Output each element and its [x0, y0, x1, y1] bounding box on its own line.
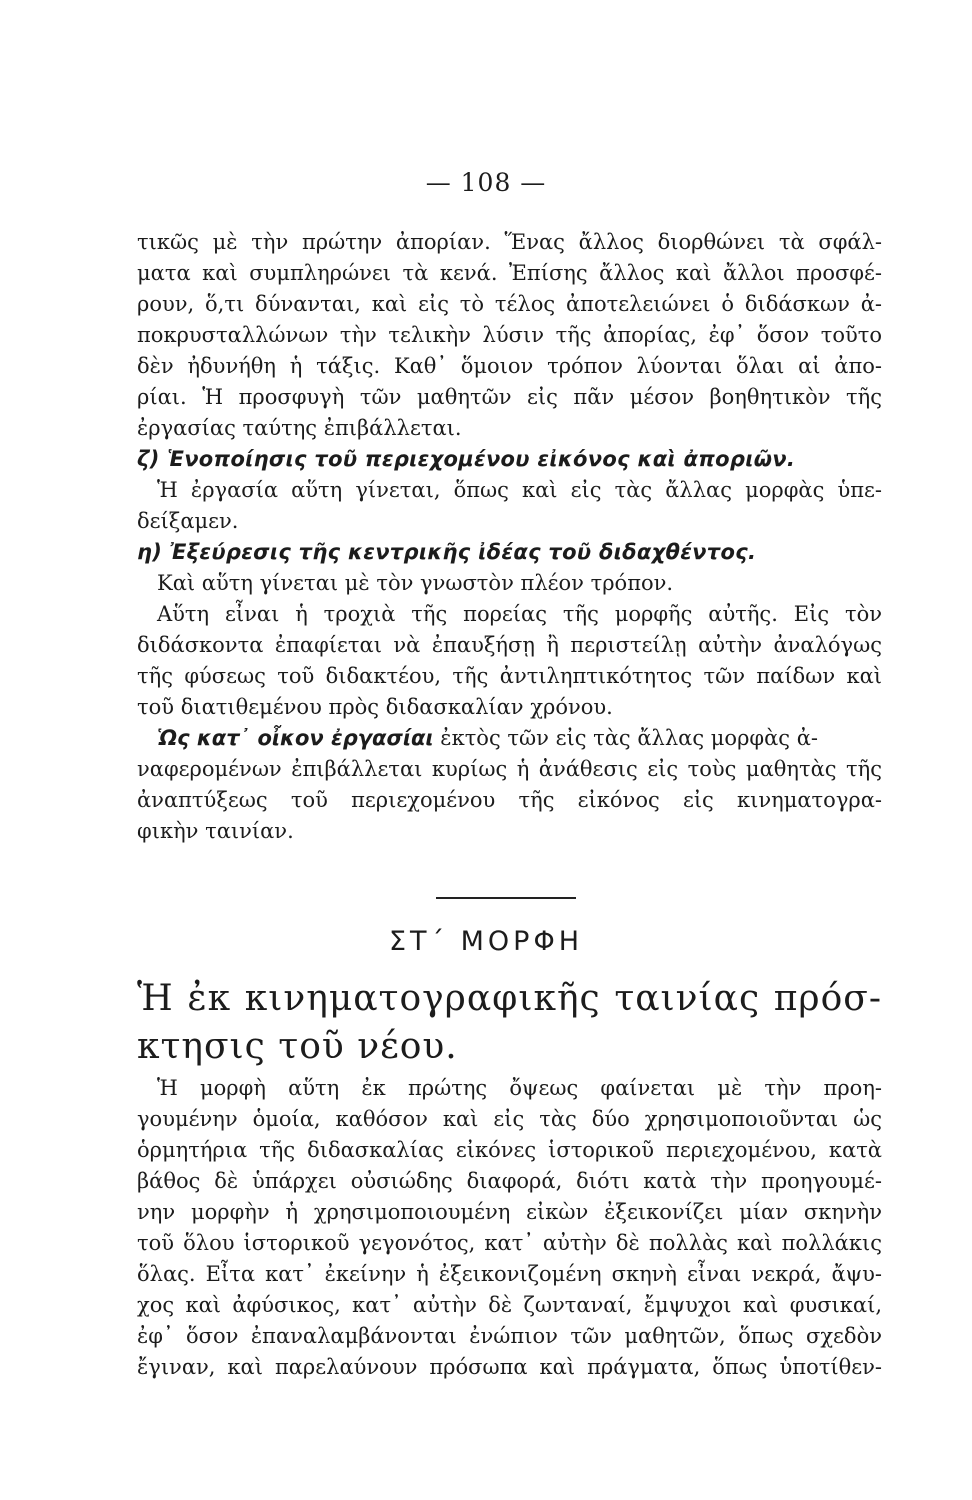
text-line: Αὕτη εἶναι ἡ τροχιὰ τῆς πορείας τῆς μορφῆς αὐτῆς. Εἰς τὸν: [157, 602, 882, 626]
text-line: ὅλας. Εἶτα κατ᾽ ἐκείνην ἡ ἐξεικονιζομένη σκηνὴ εἶναι νεκρά, ἄψυ-: [137, 1262, 882, 1286]
text-line: διδάσκοντα ἐπαφίεται νὰ ἐπαυξήσῃ ἢ περιστείλῃ αὐτὴν ἀναλόγως: [137, 633, 882, 657]
section-label: ΣΤ΄ ΜΟΡΦΗ: [388, 926, 584, 957]
text-line: φικὴν ταινίαν.: [137, 819, 294, 843]
section-divider: [436, 897, 576, 899]
text-line: νην μορφὴν ἡ χρησιμοποιουμένη εἰκὼν ἐξεικονίζει μίαν σκηνὴν: [137, 1200, 882, 1224]
text-line: ματα καὶ συμπληρώνει τὰ κενά. Ἐπίσης ἄλλος καὶ ἄλλοι προσφέ-: [137, 261, 882, 285]
text-line: δείξαμεν.: [137, 509, 239, 533]
text-line: τῆς φύσεως τοῦ διδακτέου, τῆς ἀντιληπτικότητος τῶν παίδων καὶ: [137, 664, 882, 688]
subheading-zeta: ζ) Ἑνοποίησις τοῦ περιεχομένου εἰκόνος καὶ ἀποριῶν.: [137, 447, 796, 471]
text-line: γουμένην ὁμοία, καθόσον καὶ εἰς τὰς δύο χρησιμοποιοῦνται ὡς: [137, 1107, 882, 1131]
text-line: ναφερομένων ἐπιβάλλεται κυρίως ἡ ἀνάθεσις εἰς τοὺς μαθητὰς τῆς: [137, 757, 882, 781]
text-fragment: ἐκτὸς τῶν εἰς τὰς ἄλλας μορφὰς ἀ-: [433, 726, 819, 750]
bottom-text-block: [137, 1073, 882, 1383]
text-line: χος καὶ ἀφύσικος, κατ᾽ αὐτὴν δὲ ζωνταναί, ἔμψυχοι καὶ φυσικαί,: [137, 1293, 882, 1317]
chapter-title-line: Ἡ ἐκ κινηματογραφικῆς ταινίας πρόσ-: [137, 978, 882, 1019]
text-line: ρουν, ὅ,τι δύνανται, καὶ εἰς τὸ τέλος ἀποτελειώνει ὁ διδάσκων ἀ-: [137, 292, 882, 316]
chapter-title-line: κτησις τοῦ νέου.: [137, 1026, 458, 1067]
text-line: δὲν ἠδυνήθη ἡ τάξις. Καθ᾽ ὅμοιον τρόπον λύονται ὅλαι αἱ ἀπο-: [137, 354, 882, 378]
text-line: ρίαι. Ἡ προσφυγὴ τῶν μαθητῶν εἰς πᾶν μέσον βοηθητικὸν τῆς: [137, 385, 882, 409]
text-line: ὁρμητήρια τῆς διδασκαλίας εἰκόνες ἱστορικοῦ περιεχομένου, κατὰ: [137, 1138, 882, 1162]
page-number: — 108 —: [425, 168, 547, 197]
text-line: Ἡ μορφὴ αὕτη ἐκ πρώτης ὄψεως φαίνεται μὲ τὴν προη-: [157, 1076, 882, 1100]
text-line: βάθος δὲ ὑπάρχει οὐσιώδης διαφορά, διότι κατὰ τὴν προηγουμέ-: [137, 1169, 882, 1193]
chapter-title: [137, 975, 882, 1071]
text-line: Ἡ ἐργασία αὕτη γίνεται, ὅπως καὶ εἰς τὰς ἄλλας μορφὰς ὑπε-: [157, 478, 882, 502]
text-line: τοῦ διατιθεμένου πρὸς διδασκαλίαν χρόνου.: [137, 695, 613, 719]
text-line: ἐργασίας ταύτης ἐπιβάλλεται.: [137, 416, 462, 440]
text-line: ἔγιναν, καὶ παρελαύνουν πρόσωπα καὶ πράγματα, ὅπως ὑποτίθεν-: [137, 1355, 882, 1379]
text-line: τικῶς μὲ τὴν πρώτην ἀπορίαν. Ἕνας ἄλλος διορθώνει τὰ σφάλ-: [137, 230, 882, 254]
text-line: ποκρυσταλλώνων τὴν τελικὴν λύσιν τῆς ἀπορίας, ἐφ᾽ ὅσον τοῦτο: [137, 323, 882, 347]
text-line: ἐφ᾽ ὅσον ἐπαναλαμβάνονται ἐνώπιον τῶν μαθητῶν, ὅπως σχεδὸν: [137, 1324, 882, 1348]
top-text-block: [137, 227, 882, 847]
subheading-eta: η) Ἐξεύρεσις τῆς κεντρικῆς ἰδέας τοῦ διδαχθέντος.: [137, 540, 757, 564]
text-line: Καὶ αὕτη γίνεται μὲ τὸν γνωστὸν πλέον τρόπον.: [157, 571, 674, 595]
text-line: τοῦ ὅλου ἱστορικοῦ γεγονότος, κατ᾽ αὐτὴν δὲ πολλὰς καὶ πολλάκις: [137, 1231, 882, 1255]
text-line: ἀναπτύξεως τοῦ περιεχομένου τῆς εἰκόνος εἰς κινηματογρα-: [137, 788, 882, 812]
text-line: [137, 723, 882, 754]
homework-label: Ὡς κατ᾽ οἶκον ἐργασίαι: [157, 726, 434, 750]
